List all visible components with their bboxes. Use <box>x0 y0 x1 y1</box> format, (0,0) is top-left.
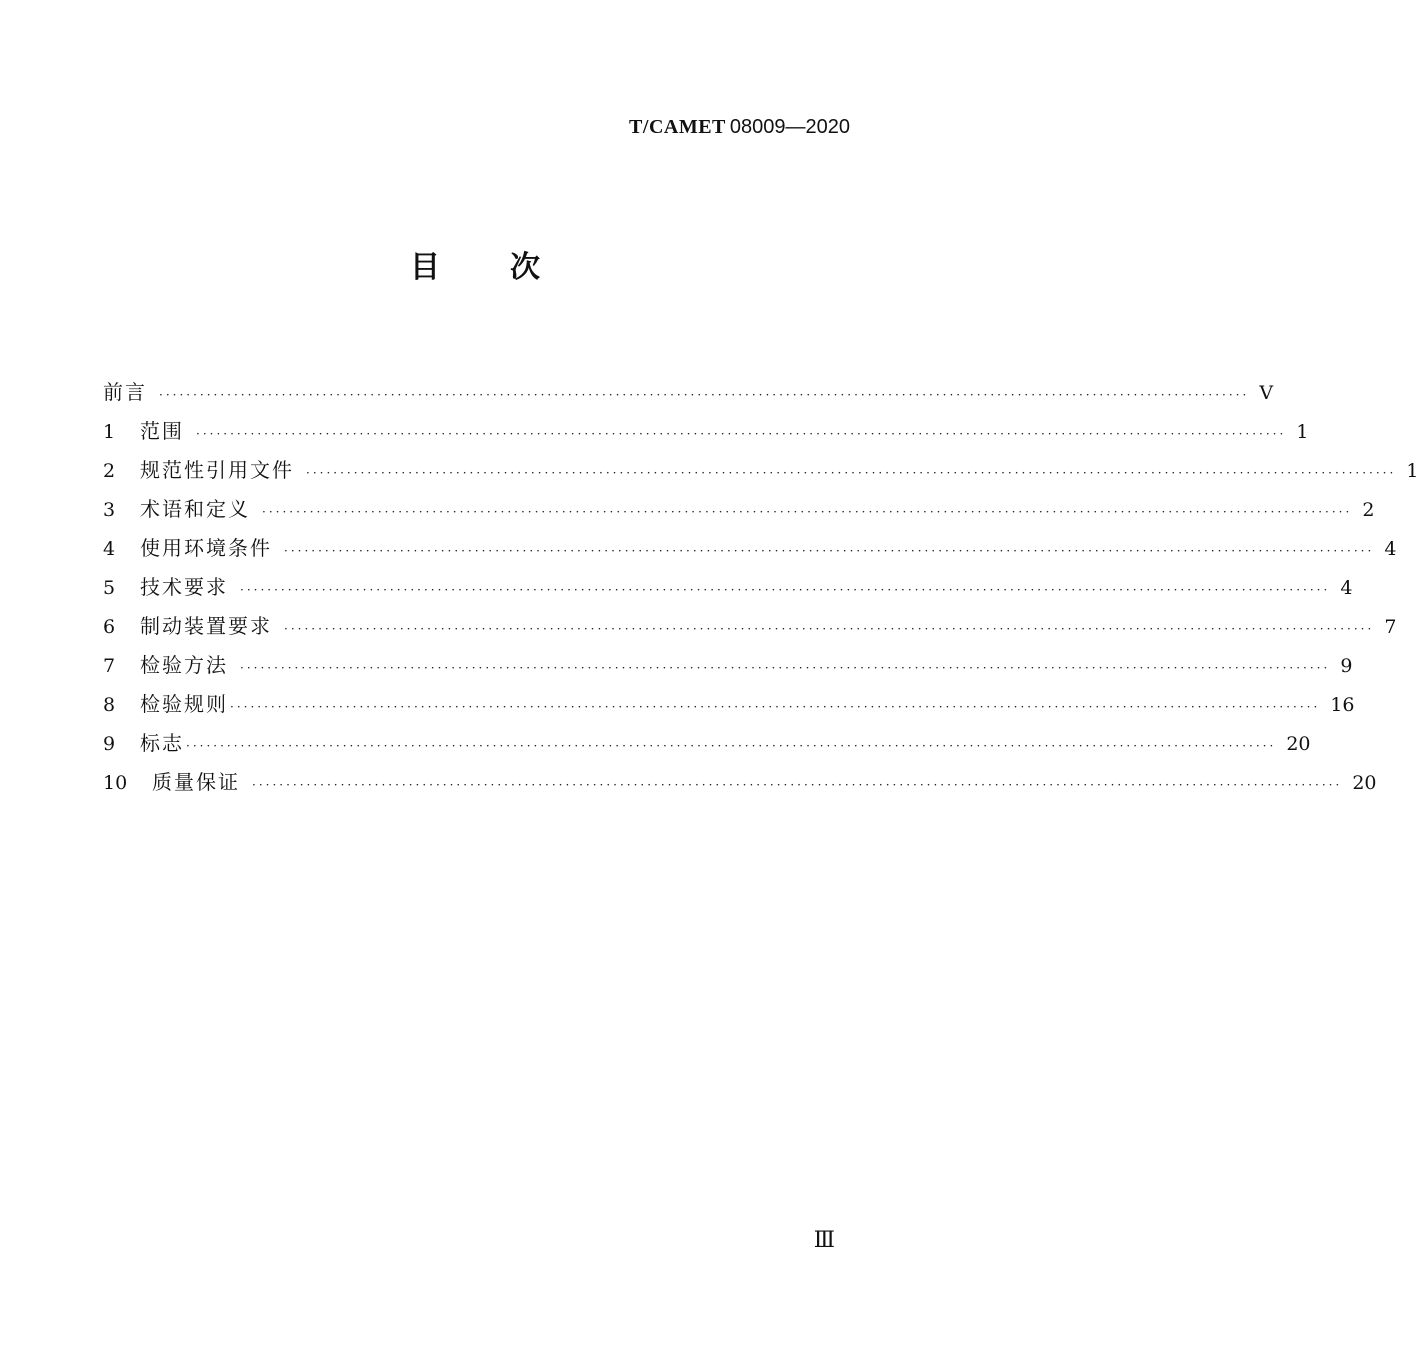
toc-entry-number: 1 <box>103 421 116 443</box>
toc-title: 目次 <box>410 250 610 285</box>
toc-entry-marking[interactable] <box>103 724 1311 763</box>
toc-entry-environment-conditions[interactable] <box>103 529 1397 568</box>
standard-prefix: T/CAMET <box>629 116 726 138</box>
toc-entry-page: 20 <box>1352 772 1377 794</box>
toc-entry-number: 9 <box>103 733 116 755</box>
toc-entry-text: 检验规则 <box>140 692 228 716</box>
toc-entry-brake-requirements[interactable] <box>103 607 1397 646</box>
toc-entry-page: 16 <box>1330 694 1355 716</box>
standard-number: 08009—2020 <box>729 116 850 138</box>
toc-entry-normative-references[interactable] <box>103 451 1418 490</box>
toc-entry-inspection-rules[interactable] <box>103 685 1355 724</box>
toc-dot-leader: ································································································································································ <box>159 388 1250 402</box>
toc-entry-text: 前言 <box>103 380 147 404</box>
toc-entry-page: 7 <box>1384 616 1397 638</box>
toc-dot-leader: ································································································································································ <box>230 700 1321 714</box>
toc-entry-number: 6 <box>103 616 116 638</box>
toc-entry-number: 4 <box>103 538 116 560</box>
toc-entry-page: 9 <box>1340 655 1353 677</box>
toc-entry-page: 4 <box>1384 538 1397 560</box>
toc-dot-leader: ································································································································································ <box>284 544 1375 558</box>
toc-dot-leader: ································································································································································ <box>306 466 1397 480</box>
toc-entry-number: 5 <box>103 577 116 599</box>
toc-entry-text: 术语和定义 <box>140 497 250 521</box>
page-number: Ⅲ <box>813 1227 835 1252</box>
toc-entry-page: 1 <box>1296 421 1309 443</box>
toc-entry-text: 制动装置要求 <box>140 614 272 638</box>
toc-dot-leader: ································································································································································ <box>240 583 1331 597</box>
toc-entry-text: 标志 <box>140 731 184 755</box>
toc-dot-leader: ································································································································································ <box>252 778 1343 792</box>
toc-entry-text: 检验方法 <box>140 653 228 677</box>
toc-entry-number: 3 <box>103 499 116 521</box>
toc-entry-text: 规范性引用文件 <box>140 458 294 482</box>
toc-entry-quality-assurance[interactable] <box>103 763 1377 802</box>
toc-entry-terms-definitions[interactable] <box>103 490 1375 529</box>
toc-entry-number: 8 <box>103 694 116 716</box>
toc-dot-leader: ································································································································································ <box>186 739 1277 753</box>
standard-code <box>629 114 850 139</box>
toc-dot-leader: ································································································································································ <box>196 427 1287 441</box>
toc-entry-scope[interactable] <box>103 412 1309 451</box>
toc-entry-number: 10 <box>103 772 128 794</box>
toc-entry-test-methods[interactable] <box>103 646 1353 685</box>
toc-dot-leader: ································································································································································ <box>284 622 1375 636</box>
toc-entry-page: 20 <box>1286 733 1311 755</box>
toc-entry-page: V <box>1259 382 1274 404</box>
toc-entry-page: 2 <box>1362 499 1375 521</box>
toc-entry-technical-requirements[interactable] <box>103 568 1353 607</box>
toc-entry-page: 1 <box>1406 460 1418 482</box>
toc-dot-leader: ································································································································································ <box>262 505 1353 519</box>
toc-entry-text: 使用环境条件 <box>140 536 272 560</box>
toc-entry-page: 4 <box>1340 577 1353 599</box>
toc-entry-text: 范围 <box>140 419 184 443</box>
toc-dot-leader: ································································································································································ <box>240 661 1331 675</box>
toc-entry-text: 技术要求 <box>140 575 228 599</box>
toc-entry-number: 7 <box>103 655 116 677</box>
toc-list <box>103 373 1418 802</box>
toc-entry-text: 质量保证 <box>152 770 240 794</box>
toc-entry-number: 2 <box>103 460 116 482</box>
toc-entry-foreword[interactable] <box>103 373 1274 412</box>
